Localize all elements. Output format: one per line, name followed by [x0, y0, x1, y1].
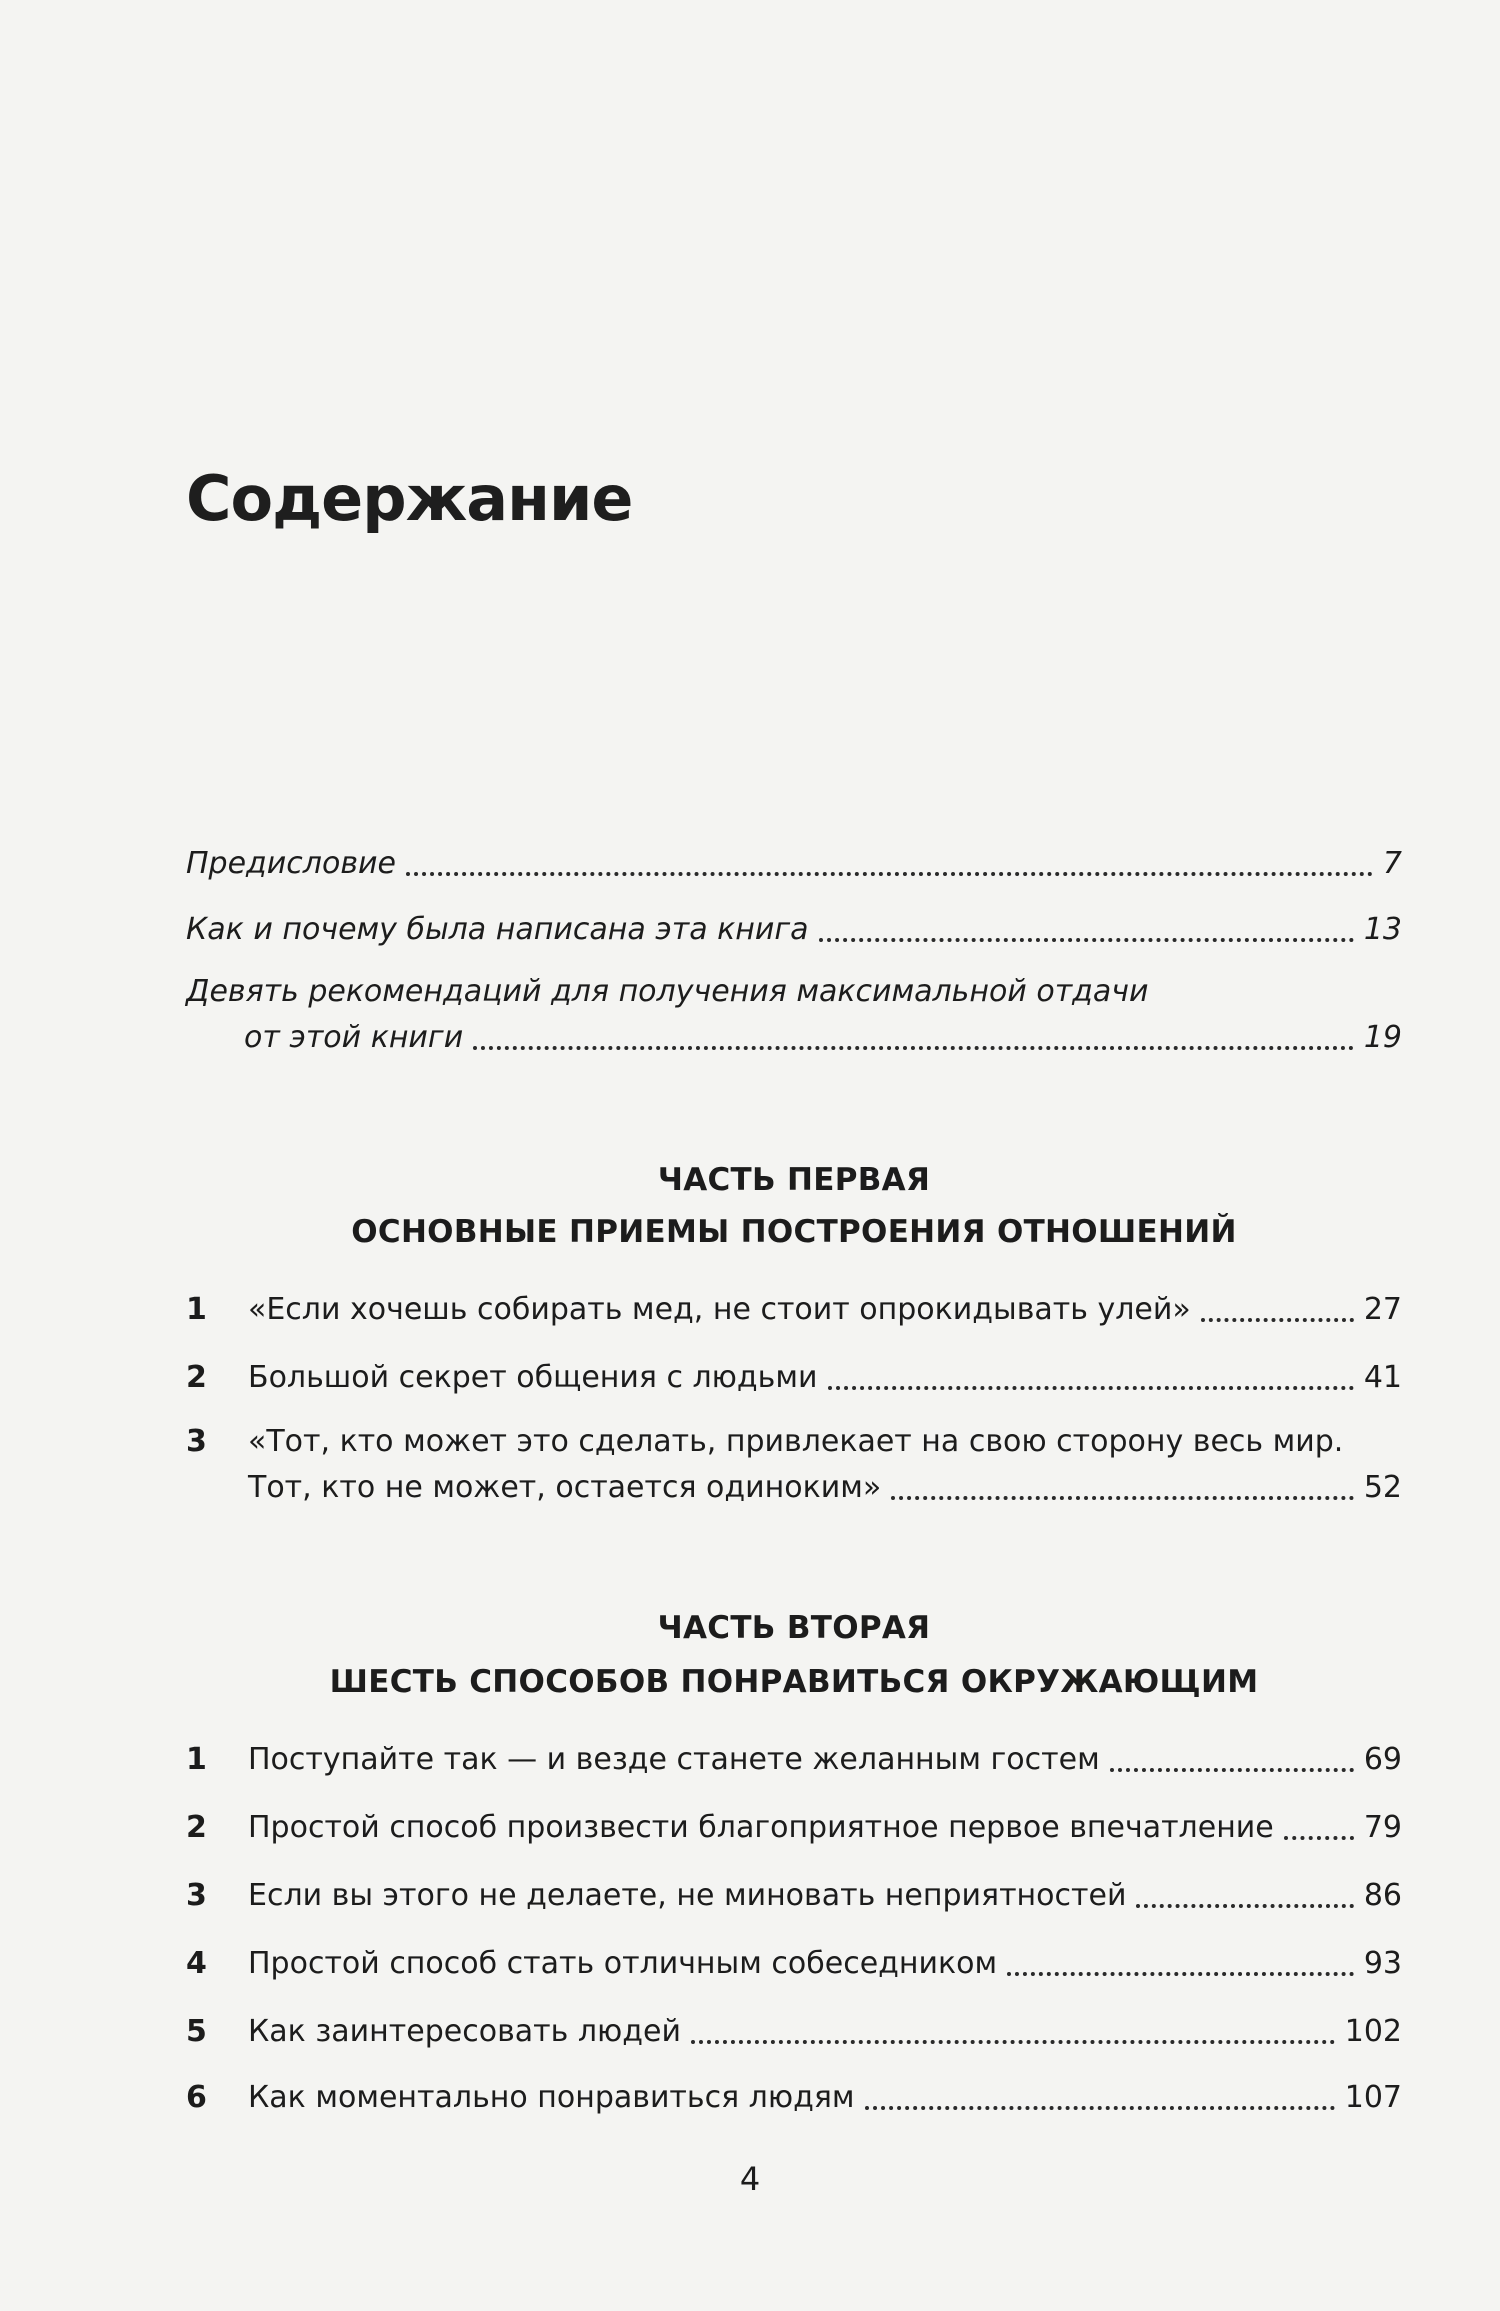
- toc-entry-title: Как и почему была написана эта книга: [186, 912, 809, 947]
- toc-entry-nine-recommendations[interactable]: [244, 1014, 1402, 1058]
- toc-entry-title: Предисловие: [186, 846, 396, 881]
- toc-entry-title-line1: Девять рекомендаций для получения максимальной отдачи: [186, 974, 1149, 1009]
- toc-entry-title: «Если хочешь собирать мед, не стоит опрокидывать улей»: [248, 1292, 1191, 1327]
- toc-entry-chapter[interactable]: [248, 2008, 1402, 2052]
- chapter-number: 1: [186, 1292, 207, 1327]
- toc-entry-page: 19: [1363, 1020, 1402, 1055]
- dot-leader: [406, 872, 1373, 876]
- dot-leader: [1201, 1318, 1354, 1322]
- chapter-number: 4: [186, 1946, 207, 1981]
- toc-entry-page: 107: [1344, 2080, 1402, 2115]
- toc-entry-page: 86: [1363, 1878, 1402, 1913]
- toc-entry-chapter[interactable]: [248, 1940, 1402, 1984]
- toc-entry-chapter[interactable]: [248, 1286, 1402, 1330]
- dot-leader: [473, 1046, 1354, 1050]
- chapter-number: 2: [186, 1360, 207, 1395]
- toc-entry-page: 7: [1382, 846, 1402, 881]
- toc-entry-how-written[interactable]: [186, 906, 1402, 950]
- dot-leader: [1007, 1972, 1354, 1976]
- chapter-number: 6: [186, 2080, 207, 2115]
- part-heading: ОСНОВНЫЕ ПРИЕМЫ ПОСТРОЕНИЯ ОТНОШЕНИЙ: [351, 1214, 1237, 1250]
- dot-leader: [891, 1496, 1354, 1500]
- dot-leader: [1110, 1768, 1354, 1772]
- toc-entry-title: Как моментально понравиться людям: [248, 2080, 855, 2115]
- toc-entry-title: Тот, кто не может, остается одиноким»: [248, 1470, 882, 1505]
- toc-entry-chapter[interactable]: [248, 1804, 1402, 1848]
- toc-entry-chapter[interactable]: [248, 1736, 1402, 1780]
- toc-entry-page: 93: [1363, 1946, 1402, 1981]
- dot-leader: [865, 2106, 1335, 2110]
- part-heading: ШЕСТЬ СПОСОБОВ ПОНРАВИТЬСЯ ОКРУЖАЮЩИМ: [329, 1664, 1259, 1700]
- toc-entry-title: Простой способ произвести благоприятное первое впечатление: [248, 1810, 1274, 1845]
- chapter-number: 3: [186, 1424, 207, 1459]
- toc-entry-title: Простой способ стать отличным собеседником: [248, 1946, 998, 1981]
- dot-leader: [1136, 1904, 1353, 1908]
- chapter-number: 3: [186, 1878, 207, 1913]
- part-label: ЧАСТЬ ПЕРВАЯ: [657, 1162, 931, 1198]
- toc-entry-page: 79: [1363, 1810, 1402, 1845]
- page-number: 4: [739, 2160, 761, 2198]
- toc-entry-chapter[interactable]: [248, 2074, 1402, 2118]
- toc-entry-chapter[interactable]: [248, 1464, 1402, 1508]
- chapter-number: 2: [186, 1810, 207, 1845]
- chapter-number: 5: [186, 2014, 207, 2049]
- dot-leader: [691, 2040, 1335, 2044]
- toc-entry-preface[interactable]: [186, 840, 1402, 884]
- page-title: Содержание: [186, 462, 633, 535]
- toc-entry-title: Если вы этого не делаете, не миновать неприятностей: [248, 1878, 1127, 1913]
- toc-entry-title-line1: «Тот, кто может это сделать, привлекает на свою сторону весь мир.: [248, 1424, 1344, 1459]
- part-label: ЧАСТЬ ВТОРАЯ: [657, 1610, 931, 1646]
- toc-entry-page: 41: [1363, 1360, 1402, 1395]
- toc-entry-title: Большой секрет общения с людьми: [248, 1360, 818, 1395]
- dot-leader: [819, 938, 1354, 942]
- toc-entry-page: 52: [1363, 1470, 1402, 1505]
- toc-entry-chapter[interactable]: [248, 1872, 1402, 1916]
- toc-entry-chapter[interactable]: [248, 1354, 1402, 1398]
- chapter-number: 1: [186, 1742, 207, 1777]
- dot-leader: [828, 1386, 1354, 1390]
- dot-leader: [1284, 1836, 1354, 1840]
- toc-entry-title: от этой книги: [244, 1020, 464, 1055]
- toc-entry-page: 102: [1344, 2014, 1402, 2049]
- toc-entry-title: Как заинтересовать людей: [248, 2014, 681, 2049]
- toc-entry-page: 69: [1363, 1742, 1402, 1777]
- toc-entry-page: 13: [1363, 912, 1402, 947]
- toc-entry-page: 27: [1363, 1292, 1402, 1327]
- toc-entry-title: Поступайте так — и везде станете желанным гостем: [248, 1742, 1100, 1777]
